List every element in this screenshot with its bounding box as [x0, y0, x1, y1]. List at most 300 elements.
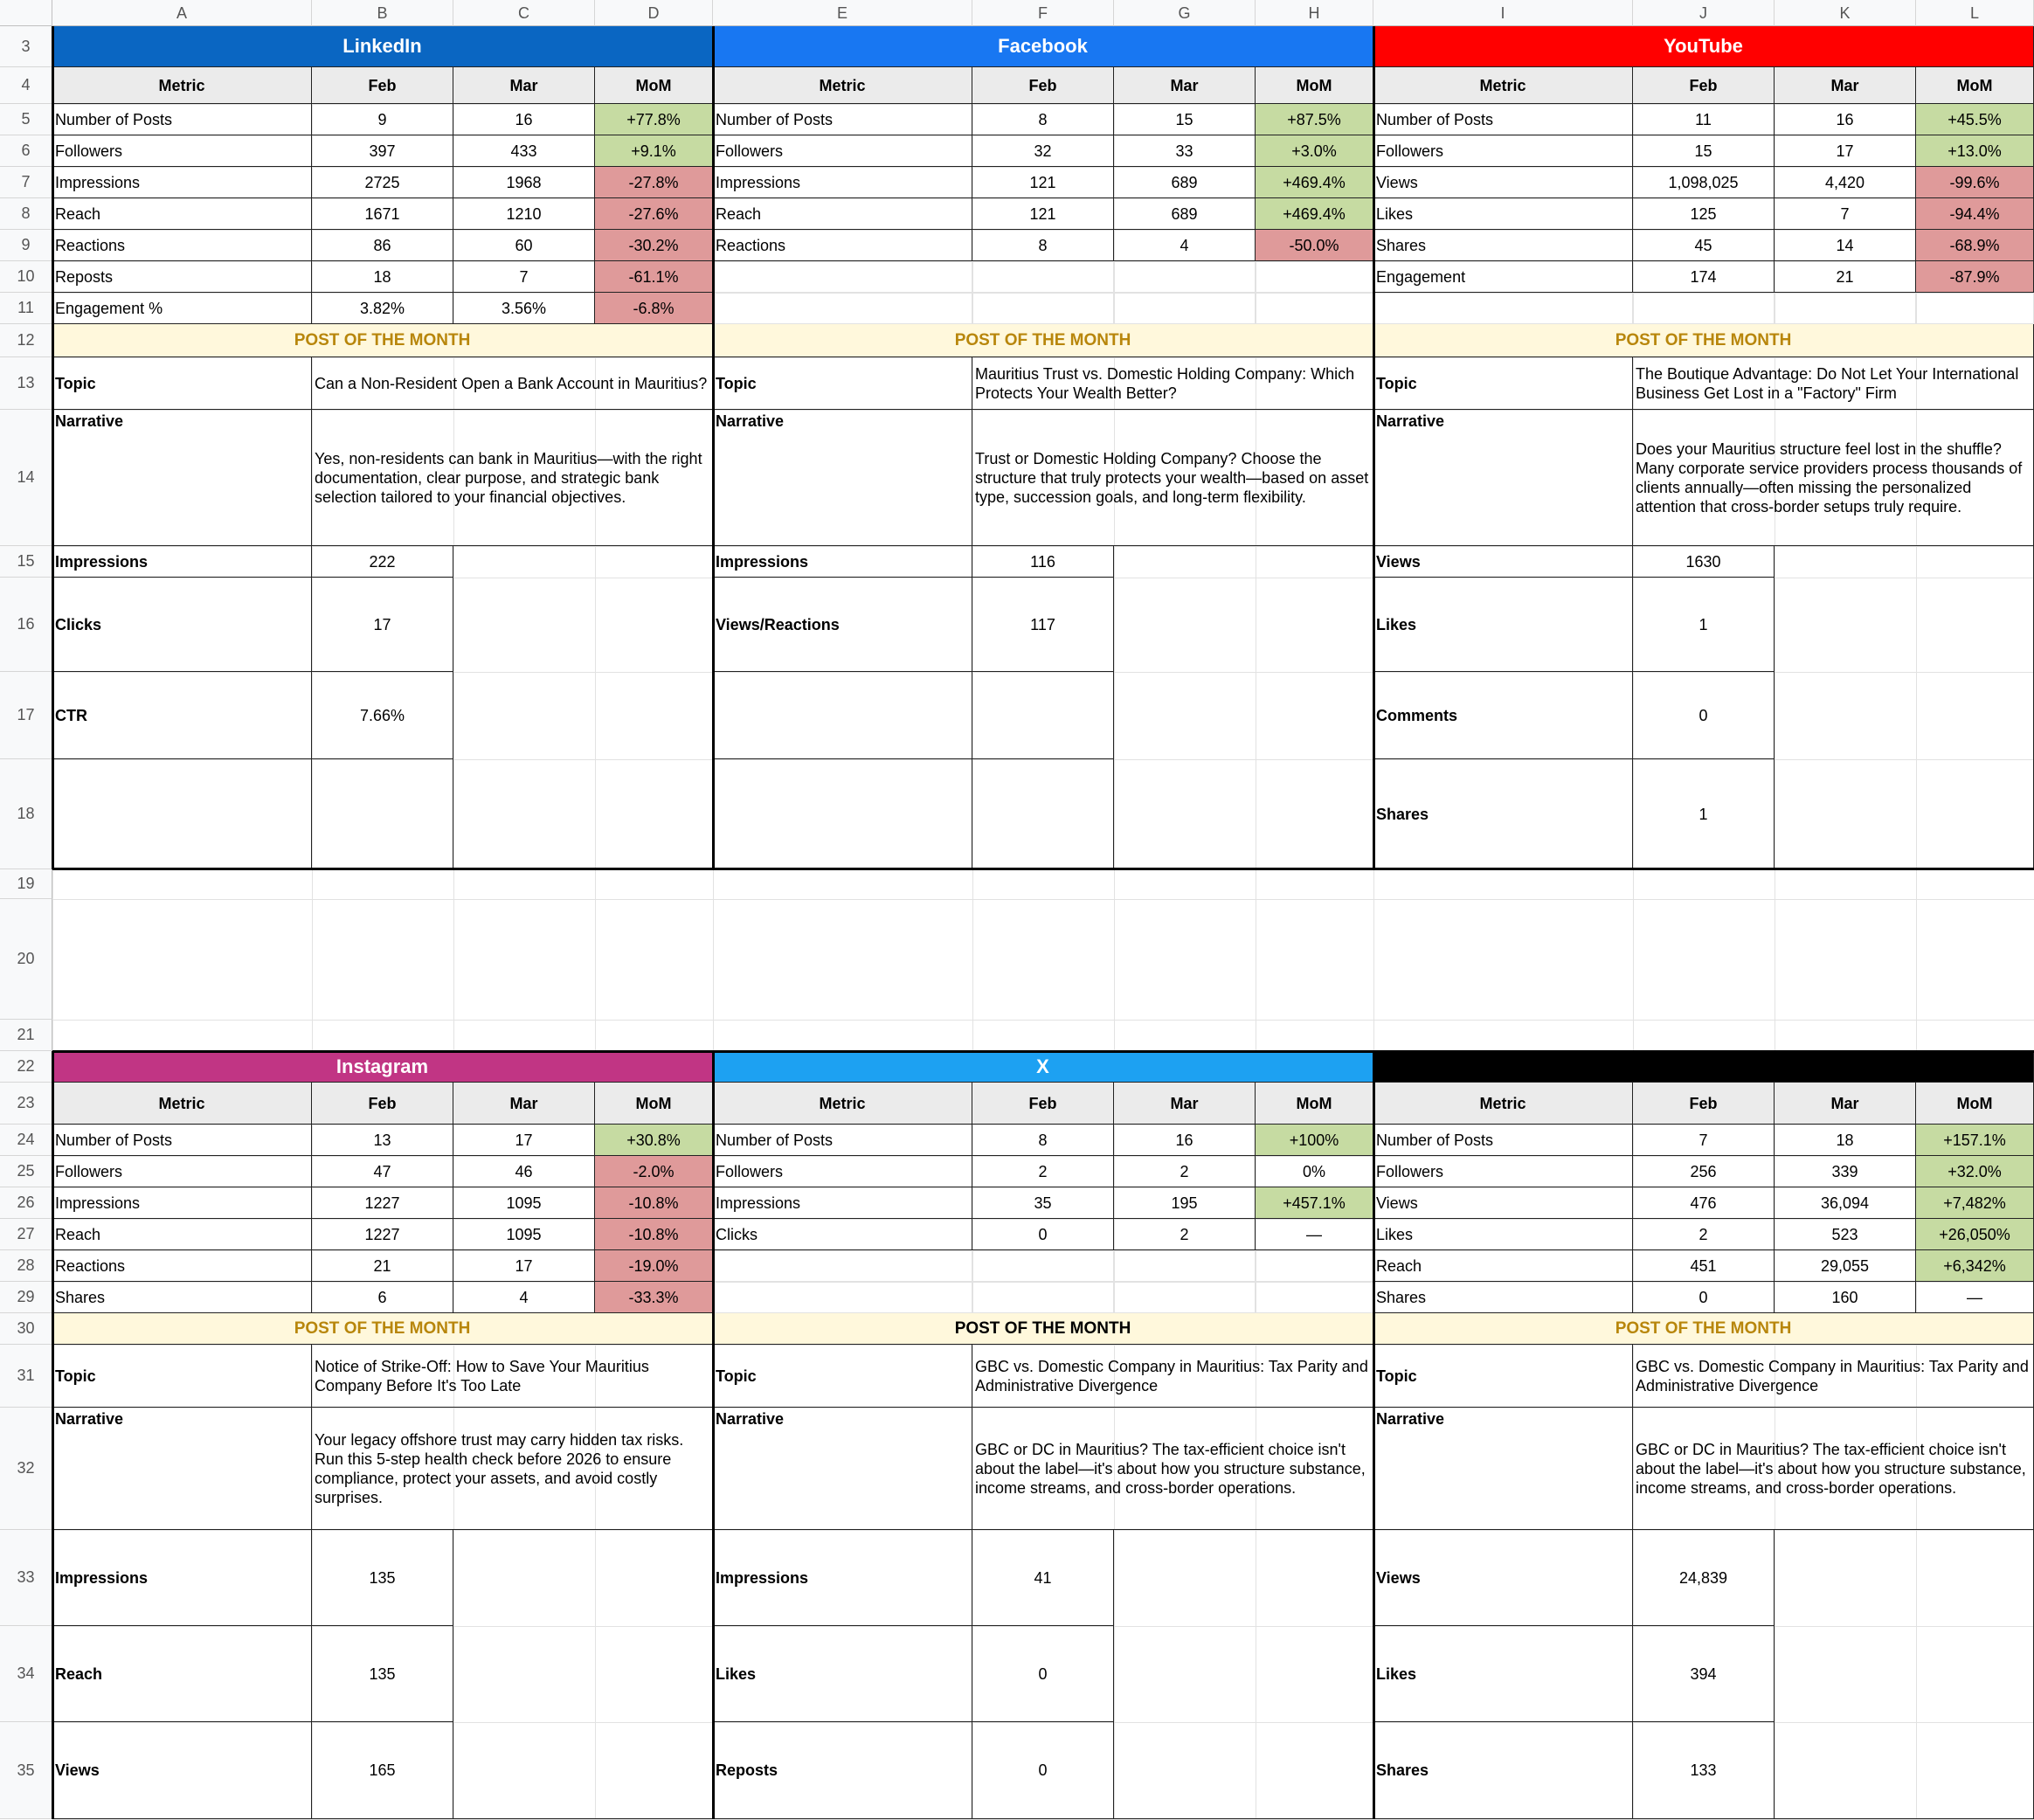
mom-value[interactable]: -27.6% [595, 198, 713, 230]
topic-text[interactable]: Mauritius Trust vs. Domestic Holding Company: Which Protects Your Wealth Better? [972, 357, 1373, 410]
mar-value[interactable]: 689 [1114, 167, 1256, 198]
column-header-c[interactable]: C [453, 0, 595, 26]
narrative-label[interactable]: Narrative [713, 410, 972, 546]
column-header-d[interactable]: D [595, 0, 713, 26]
mar-cell-empty[interactable] [1114, 293, 1256, 324]
stat-value[interactable]: 17 [312, 578, 453, 672]
stat-value[interactable]: 1630 [1633, 546, 1775, 578]
mar-header[interactable]: Mar [453, 67, 595, 104]
topic-label[interactable]: Topic [52, 1345, 312, 1408]
mom-value[interactable]: +457.1% [1256, 1187, 1373, 1219]
stat-value[interactable]: 1 [1633, 759, 1775, 869]
metric-name[interactable]: Impressions [52, 167, 312, 198]
post-image-area[interactable] [1775, 546, 2034, 869]
narrative-label[interactable]: Narrative [1373, 1408, 1633, 1530]
row-header-9[interactable]: 9 [0, 230, 52, 261]
metric-name[interactable]: Reach [713, 198, 972, 230]
narrative-text[interactable]: Yes, non-residents can bank in Mauritius—with the right documentation, clear purpose, and strategic bank selection tailored to your financial objectives. [312, 410, 713, 546]
platform-title[interactable]: Facebook [713, 26, 1373, 67]
feb-value[interactable]: 125 [1633, 198, 1775, 230]
feb-header[interactable]: Feb [972, 67, 1114, 104]
metric-cell-empty[interactable] [713, 261, 972, 293]
mom-cell-empty[interactable] [1256, 1250, 1373, 1282]
stat-value[interactable]: 135 [312, 1530, 453, 1626]
mar-value[interactable]: 2 [1114, 1219, 1256, 1250]
stat-value[interactable] [312, 759, 453, 869]
narrative-text[interactable]: Trust or Domestic Holding Company? Choose the structure that truly protects your wealth—based on asset type, succession goals, and long-term flexibility. [972, 410, 1373, 546]
feb-value[interactable]: 8 [972, 104, 1114, 135]
row-header-6[interactable]: 6 [0, 135, 52, 167]
stat-label[interactable]: Views [1373, 1530, 1633, 1626]
mar-header[interactable]: Mar [453, 1083, 595, 1125]
stat-value[interactable]: 0 [972, 1722, 1114, 1819]
stat-value[interactable]: 222 [312, 546, 453, 578]
row-header-22[interactable]: 22 [0, 1051, 52, 1083]
metric-name[interactable]: Impressions [52, 1187, 312, 1219]
topic-text[interactable]: Can a Non-Resident Open a Bank Account in Mauritius? [312, 357, 713, 410]
feb-value[interactable]: 2725 [312, 167, 453, 198]
row-header-33[interactable]: 33 [0, 1530, 52, 1626]
narrative-label[interactable]: Narrative [52, 1408, 312, 1530]
mom-header[interactable]: MoM [595, 67, 713, 104]
row-header-3[interactable]: 3 [0, 26, 52, 67]
feb-value[interactable]: 1227 [312, 1187, 453, 1219]
mar-value[interactable]: 4,420 [1775, 167, 1916, 198]
mar-value[interactable]: 1968 [453, 167, 595, 198]
column-header-e[interactable]: E [713, 0, 972, 26]
metric-header[interactable]: Metric [1373, 67, 1633, 104]
metric-name[interactable]: Impressions [713, 1187, 972, 1219]
platform-title[interactable]: X [713, 1051, 1373, 1083]
column-header-l[interactable]: L [1916, 0, 2034, 26]
platform-title[interactable]: Instagram [52, 1051, 713, 1083]
feb-header[interactable]: Feb [312, 67, 453, 104]
metric-header[interactable]: Metric [713, 1083, 972, 1125]
mar-value[interactable]: 1095 [453, 1219, 595, 1250]
stat-value[interactable]: 133 [1633, 1722, 1775, 1819]
stat-label[interactable]: Likes [713, 1626, 972, 1722]
mom-value[interactable]: +77.8% [595, 104, 713, 135]
mar-cell-empty[interactable] [1775, 293, 1916, 324]
post-image-area[interactable] [453, 546, 713, 869]
stat-label[interactable] [52, 759, 312, 869]
mar-value[interactable]: 689 [1114, 198, 1256, 230]
stat-label[interactable]: Impressions [52, 1530, 312, 1626]
metric-name[interactable]: Shares [1373, 1282, 1633, 1313]
stat-label[interactable]: Impressions [52, 546, 312, 578]
stat-label[interactable]: Views [52, 1722, 312, 1819]
mom-value[interactable]: -19.0% [595, 1250, 713, 1282]
stat-label[interactable] [713, 759, 972, 869]
mom-value[interactable]: — [1256, 1219, 1373, 1250]
feb-value[interactable]: 45 [1633, 230, 1775, 261]
feb-header[interactable]: Feb [1633, 1083, 1775, 1125]
metric-name[interactable]: Followers [713, 135, 972, 167]
platform-title[interactable]: YouTube [1373, 26, 2034, 67]
topic-text[interactable]: Notice of Strike-Off: How to Save Your Mauritius Company Before It's Too Late [312, 1345, 713, 1408]
row-header-30[interactable]: 30 [0, 1313, 52, 1345]
mom-value[interactable]: -33.3% [595, 1282, 713, 1313]
row-header-11[interactable]: 11 [0, 293, 52, 324]
column-header-g[interactable]: G [1114, 0, 1256, 26]
topic-label[interactable]: Topic [713, 1345, 972, 1408]
post-of-the-month-banner[interactable]: POST OF THE MONTH [52, 1313, 713, 1345]
row-header-10[interactable]: 10 [0, 261, 52, 293]
metric-name[interactable]: Likes [1373, 1219, 1633, 1250]
feb-value[interactable]: 121 [972, 198, 1114, 230]
mar-value[interactable]: 17 [453, 1250, 595, 1282]
stat-value[interactable]: 0 [972, 1626, 1114, 1722]
row-header-7[interactable]: 7 [0, 167, 52, 198]
stat-label[interactable]: Impressions [713, 546, 972, 578]
mar-cell-empty[interactable] [1114, 1282, 1256, 1313]
stat-label[interactable]: Likes [1373, 578, 1633, 672]
row-header-17[interactable]: 17 [0, 672, 52, 759]
feb-value[interactable]: 47 [312, 1156, 453, 1187]
metric-name[interactable]: Likes [1373, 198, 1633, 230]
stat-value[interactable]: 1 [1633, 578, 1775, 672]
mom-value[interactable]: -6.8% [595, 293, 713, 324]
stat-value[interactable]: 116 [972, 546, 1114, 578]
feb-value[interactable]: 13 [312, 1125, 453, 1156]
mom-value[interactable]: -99.6% [1916, 167, 2034, 198]
row-header-20[interactable]: 20 [0, 899, 52, 1020]
metric-name[interactable]: Number of Posts [713, 1125, 972, 1156]
mar-value[interactable]: 160 [1775, 1282, 1916, 1313]
mar-value[interactable]: 433 [453, 135, 595, 167]
metric-cell-empty[interactable] [1373, 293, 1633, 324]
stat-value[interactable]: 394 [1633, 1626, 1775, 1722]
stat-label[interactable]: Reach [52, 1626, 312, 1722]
mom-value[interactable]: +32.0% [1916, 1156, 2034, 1187]
stat-value[interactable]: 117 [972, 578, 1114, 672]
metric-name[interactable]: Followers [52, 1156, 312, 1187]
mom-value[interactable]: +3.0% [1256, 135, 1373, 167]
stat-value[interactable]: 7.66% [312, 672, 453, 759]
narrative-label[interactable]: Narrative [52, 410, 312, 546]
row-header-5[interactable]: 5 [0, 104, 52, 135]
post-of-the-month-banner[interactable]: POST OF THE MONTH [1373, 1313, 2034, 1345]
column-header-h[interactable]: H [1256, 0, 1373, 26]
metric-cell-empty[interactable] [713, 293, 972, 324]
metric-name[interactable]: Followers [713, 1156, 972, 1187]
metric-name[interactable]: Followers [1373, 1156, 1633, 1187]
stat-value[interactable] [972, 672, 1114, 759]
mom-cell-empty[interactable] [1256, 261, 1373, 293]
feb-value[interactable]: 1227 [312, 1219, 453, 1250]
row-header-13[interactable]: 13 [0, 357, 52, 410]
stat-label[interactable]: Likes [1373, 1626, 1633, 1722]
metric-name[interactable]: Number of Posts [52, 1125, 312, 1156]
post-of-the-month-banner[interactable]: POST OF THE MONTH [713, 1313, 1373, 1345]
mar-value[interactable]: 4 [453, 1282, 595, 1313]
mar-cell-empty[interactable] [1114, 1250, 1256, 1282]
mar-value[interactable]: 15 [1114, 104, 1256, 135]
metric-name[interactable]: Reach [1373, 1250, 1633, 1282]
mom-cell-empty[interactable] [1256, 293, 1373, 324]
row-header-27[interactable]: 27 [0, 1219, 52, 1250]
mar-value[interactable]: 21 [1775, 261, 1916, 293]
feb-value[interactable]: 397 [312, 135, 453, 167]
feb-header[interactable]: Feb [312, 1083, 453, 1125]
feb-cell-empty[interactable] [972, 1250, 1114, 1282]
stat-label[interactable]: Shares [1373, 1722, 1633, 1819]
mom-value[interactable]: -68.9% [1916, 230, 2034, 261]
feb-value[interactable]: 86 [312, 230, 453, 261]
feb-cell-empty[interactable] [972, 1282, 1114, 1313]
row-header-26[interactable]: 26 [0, 1187, 52, 1219]
mom-value[interactable]: -50.0% [1256, 230, 1373, 261]
feb-value[interactable]: 18 [312, 261, 453, 293]
mom-value[interactable]: +9.1% [595, 135, 713, 167]
metric-name[interactable]: Reactions [52, 1250, 312, 1282]
metric-name[interactable]: Reactions [713, 230, 972, 261]
stat-label[interactable] [713, 672, 972, 759]
mar-header[interactable]: Mar [1114, 67, 1256, 104]
stat-label[interactable]: Views [1373, 546, 1633, 578]
metric-cell-empty[interactable] [713, 1282, 972, 1313]
stat-value[interactable] [972, 759, 1114, 869]
mar-value[interactable]: 16 [1114, 1125, 1256, 1156]
feb-value[interactable]: 476 [1633, 1187, 1775, 1219]
mom-value[interactable]: 0% [1256, 1156, 1373, 1187]
feb-value[interactable]: 35 [972, 1187, 1114, 1219]
topic-text[interactable]: GBC vs. Domestic Company in Mauritius: Tax Parity and Administrative Divergence [972, 1345, 1373, 1408]
feb-value[interactable]: 1,098,025 [1633, 167, 1775, 198]
narrative-label[interactable]: Narrative [1373, 410, 1633, 546]
mar-value[interactable]: 523 [1775, 1219, 1916, 1250]
column-header-j[interactable]: J [1633, 0, 1775, 26]
mar-value[interactable]: 2 [1114, 1156, 1256, 1187]
feb-cell-empty[interactable] [972, 261, 1114, 293]
mom-value[interactable]: +26,050% [1916, 1219, 2034, 1250]
row-header-8[interactable]: 8 [0, 198, 52, 230]
mar-value[interactable]: 16 [453, 104, 595, 135]
feb-value[interactable]: 8 [972, 230, 1114, 261]
metric-name[interactable]: Views [1373, 167, 1633, 198]
narrative-text[interactable]: GBC or DC in Mauritius? The tax-efficient choice isn't about the label—it's about how you structure substance, income streams, and cross-border operations. [972, 1408, 1373, 1530]
mar-value[interactable]: 3.56% [453, 293, 595, 324]
stat-value[interactable]: 24,839 [1633, 1530, 1775, 1626]
feb-value[interactable]: 15 [1633, 135, 1775, 167]
post-of-the-month-banner[interactable]: POST OF THE MONTH [713, 324, 1373, 357]
stat-label[interactable]: CTR [52, 672, 312, 759]
metric-name[interactable]: Followers [52, 135, 312, 167]
mom-value[interactable]: +87.5% [1256, 104, 1373, 135]
mar-value[interactable]: 1210 [453, 198, 595, 230]
mom-header[interactable]: MoM [1916, 1083, 2034, 1125]
narrative-text[interactable]: GBC or DC in Mauritius? The tax-efficient choice isn't about the label—it's about how you structure substance, income streams, and cross-border operations. [1633, 1408, 2034, 1530]
feb-value[interactable]: 9 [312, 104, 453, 135]
mar-value[interactable]: 33 [1114, 135, 1256, 167]
feb-value[interactable]: 0 [1633, 1282, 1775, 1313]
post-image-area[interactable] [1775, 1530, 2034, 1819]
narrative-label[interactable]: Narrative [713, 1408, 972, 1530]
stat-value[interactable]: 41 [972, 1530, 1114, 1626]
column-header-b[interactable]: B [312, 0, 453, 26]
row-header-19[interactable]: 19 [0, 869, 52, 899]
mom-value[interactable]: -27.8% [595, 167, 713, 198]
metric-name[interactable]: Engagement [1373, 261, 1633, 293]
feb-value[interactable]: 451 [1633, 1250, 1775, 1282]
post-of-the-month-banner[interactable]: POST OF THE MONTH [52, 324, 713, 357]
platform-title[interactable]: LinkedIn [52, 26, 713, 67]
metric-header[interactable]: Metric [1373, 1083, 1633, 1125]
topic-label[interactable]: Topic [1373, 1345, 1633, 1408]
mom-value[interactable]: +469.4% [1256, 198, 1373, 230]
feb-value[interactable]: 121 [972, 167, 1114, 198]
mom-value[interactable]: +100% [1256, 1125, 1373, 1156]
column-header-f[interactable]: F [972, 0, 1114, 26]
stat-label[interactable]: Reposts [713, 1722, 972, 1819]
mom-value[interactable]: -30.2% [595, 230, 713, 261]
feb-value[interactable]: 32 [972, 135, 1114, 167]
select-all-corner[interactable] [0, 0, 52, 26]
mom-value[interactable]: +13.0% [1916, 135, 2034, 167]
metric-name[interactable]: Engagement % [52, 293, 312, 324]
metric-name[interactable]: Number of Posts [1373, 1125, 1633, 1156]
row-header-32[interactable]: 32 [0, 1408, 52, 1530]
metric-header[interactable]: Metric [713, 67, 972, 104]
feb-value[interactable]: 6 [312, 1282, 453, 1313]
topic-text[interactable]: GBC vs. Domestic Company in Mauritius: Tax Parity and Administrative Divergence [1633, 1345, 2034, 1408]
metric-header[interactable]: Metric [52, 1083, 312, 1125]
metric-name[interactable]: Reactions [52, 230, 312, 261]
row-header-4[interactable]: 4 [0, 67, 52, 104]
mom-value[interactable]: -2.0% [595, 1156, 713, 1187]
mom-value[interactable]: -10.8% [595, 1187, 713, 1219]
mar-value[interactable]: 16 [1775, 104, 1916, 135]
post-image-area[interactable] [453, 1530, 713, 1819]
mom-value[interactable]: +6,342% [1916, 1250, 2034, 1282]
row-header-35[interactable]: 35 [0, 1722, 52, 1819]
mar-cell-empty[interactable] [1114, 261, 1256, 293]
feb-value[interactable]: 2 [1633, 1219, 1775, 1250]
mar-value[interactable]: 14 [1775, 230, 1916, 261]
mom-value[interactable]: — [1916, 1282, 2034, 1313]
stat-value[interactable]: 135 [312, 1626, 453, 1722]
metric-header[interactable]: Metric [52, 67, 312, 104]
post-image-area[interactable] [1114, 546, 1373, 869]
metric-name[interactable]: Reach [52, 198, 312, 230]
metric-name[interactable]: Number of Posts [1373, 104, 1633, 135]
stat-label[interactable]: Views/Reactions [713, 578, 972, 672]
mom-value[interactable]: +469.4% [1256, 167, 1373, 198]
metric-name[interactable]: Views [1373, 1187, 1633, 1219]
mar-value[interactable]: 17 [453, 1125, 595, 1156]
row-header-16[interactable]: 16 [0, 578, 52, 672]
topic-text[interactable]: The Boutique Advantage: Do Not Let Your International Business Get Lost in a "Factory" Firm [1633, 357, 2034, 410]
metric-name[interactable]: Reposts [52, 261, 312, 293]
metric-cell-empty[interactable] [713, 1250, 972, 1282]
mom-cell-empty[interactable] [1256, 1282, 1373, 1313]
mar-header[interactable]: Mar [1775, 67, 1916, 104]
row-header-31[interactable]: 31 [0, 1345, 52, 1408]
metric-name[interactable]: Impressions [713, 167, 972, 198]
mom-value[interactable]: +7,482% [1916, 1187, 2034, 1219]
feb-value[interactable]: 21 [312, 1250, 453, 1282]
feb-value[interactable]: 11 [1633, 104, 1775, 135]
mom-value[interactable]: -61.1% [595, 261, 713, 293]
mar-value[interactable]: 18 [1775, 1125, 1916, 1156]
mar-value[interactable]: 60 [453, 230, 595, 261]
stat-label[interactable]: Clicks [52, 578, 312, 672]
mom-value[interactable]: +157.1% [1916, 1125, 2034, 1156]
mar-value[interactable]: 7 [1775, 198, 1916, 230]
row-header-25[interactable]: 25 [0, 1156, 52, 1187]
mar-value[interactable]: 46 [453, 1156, 595, 1187]
feb-value[interactable]: 8 [972, 1125, 1114, 1156]
mar-value[interactable]: 17 [1775, 135, 1916, 167]
feb-value[interactable]: 1671 [312, 198, 453, 230]
mom-value[interactable]: +45.5% [1916, 104, 2034, 135]
row-header-21[interactable]: 21 [0, 1020, 52, 1051]
mar-header[interactable]: Mar [1114, 1083, 1256, 1125]
mar-value[interactable]: 195 [1114, 1187, 1256, 1219]
stat-value[interactable]: 165 [312, 1722, 453, 1819]
feb-value[interactable]: 7 [1633, 1125, 1775, 1156]
row-header-14[interactable]: 14 [0, 410, 52, 546]
mar-value[interactable]: 36,094 [1775, 1187, 1916, 1219]
metric-name[interactable]: Followers [1373, 135, 1633, 167]
narrative-text[interactable]: Does your Mauritius structure feel lost in the shuffle? Many corporate service providers process thousands of clients annually—often missing the personalized attention that cross-border setups truly require. [1633, 410, 2034, 546]
metric-name[interactable]: Clicks [713, 1219, 972, 1250]
metric-name[interactable]: Shares [1373, 230, 1633, 261]
topic-label[interactable]: Topic [1373, 357, 1633, 410]
column-header-a[interactable]: A [52, 0, 312, 26]
row-header-24[interactable]: 24 [0, 1125, 52, 1156]
metric-name[interactable]: Shares [52, 1282, 312, 1313]
mom-value[interactable]: +30.8% [595, 1125, 713, 1156]
mom-header[interactable]: MoM [1256, 67, 1373, 104]
feb-cell-empty[interactable] [972, 293, 1114, 324]
mom-cell-empty[interactable] [1916, 293, 2034, 324]
row-header-34[interactable]: 34 [0, 1626, 52, 1722]
feb-value[interactable]: 0 [972, 1219, 1114, 1250]
mar-value[interactable]: 339 [1775, 1156, 1916, 1187]
row-header-18[interactable]: 18 [0, 759, 52, 869]
stat-label[interactable]: Comments [1373, 672, 1633, 759]
stat-label[interactable]: Shares [1373, 759, 1633, 869]
feb-header[interactable]: Feb [972, 1083, 1114, 1125]
row-header-15[interactable]: 15 [0, 546, 52, 578]
feb-cell-empty[interactable] [1633, 293, 1775, 324]
row-header-23[interactable]: 23 [0, 1083, 52, 1125]
narrative-text[interactable]: Your legacy offshore trust may carry hidden tax risks. Run this 5-step health check before 2026 to ensure compliance, protect your assets, and avoid costly surprises. [312, 1408, 713, 1530]
mar-value[interactable]: 1095 [453, 1187, 595, 1219]
mar-value[interactable]: 4 [1114, 230, 1256, 261]
metric-name[interactable]: Number of Posts [52, 104, 312, 135]
metric-name[interactable]: Reach [52, 1219, 312, 1250]
mom-value[interactable]: -10.8% [595, 1219, 713, 1250]
row-header-12[interactable]: 12 [0, 324, 52, 357]
mom-header[interactable]: MoM [1916, 67, 2034, 104]
topic-label[interactable]: Topic [713, 357, 972, 410]
stat-label[interactable]: Impressions [713, 1530, 972, 1626]
feb-value[interactable]: 3.82% [312, 293, 453, 324]
stat-value[interactable]: 0 [1633, 672, 1775, 759]
post-of-the-month-banner[interactable]: POST OF THE MONTH [1373, 324, 2034, 357]
mom-value[interactable]: -94.4% [1916, 198, 2034, 230]
mom-value[interactable]: -87.9% [1916, 261, 2034, 293]
mar-header[interactable]: Mar [1775, 1083, 1916, 1125]
feb-value[interactable]: 256 [1633, 1156, 1775, 1187]
post-image-area[interactable] [1114, 1530, 1373, 1819]
mar-value[interactable]: 29,055 [1775, 1250, 1916, 1282]
feb-header[interactable]: Feb [1633, 67, 1775, 104]
mar-value[interactable]: 7 [453, 261, 595, 293]
row-header-28[interactable]: 28 [0, 1250, 52, 1282]
